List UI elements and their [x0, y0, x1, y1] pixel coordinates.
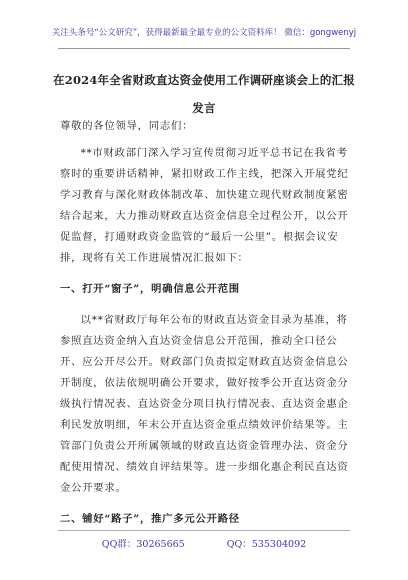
footer-divider — [58, 530, 350, 531]
section-1-heading: 一、打开“窗子”，明确信息公开范围 — [60, 283, 240, 295]
header-divider — [58, 48, 350, 49]
document-body — [60, 116, 350, 540]
section-1-paragraph: 以**省财政厅每年公布的财政直达资金目录为基准，将参照直达资金纳入直达资金信息公开范围，推动全口径公开、应公开尽公开。财政部门负责拟定财政直达资金信息公开制度，依法依规明确公开要求，做好按季公开直达资金分级执行情况表、直达资金分项目执行情况表、直达资金惠企利民发放明细，年末公开直达资金重点绩效评价结果等。主管部门负责公开所属领域的财政直达资金管理办法、资金分配使用情况、绩效自评结果等。进一步细化惠企利民直达资金公开要求。 — [60, 314, 349, 494]
document-title — [44, 66, 364, 122]
footer-qq-group: QQ群：30265665 — [101, 539, 185, 550]
page-header-notice: 关注头条号“公文研究”，获得最新最全最专业的公文资料库！ 微信：gongwenyj — [51, 28, 357, 38]
intro-paragraph: **市财政部门深入学习宣传贯彻习近平总书记在我省考察时的重要讲话精神，紧扣财政工作主线，把深入开展党纪学习教育与深化财政体制改革、加快建立现代财政制度紧密结合起来，大力推动财政直达资金信息全过程公开，以公开促监督，打通财政资金监管的“最后一公里”。根据会议安排，现将有关工作进展情况汇报如下： — [60, 147, 349, 264]
section-2-heading: 二、铺好“路子”，推广多元公开路径 — [60, 513, 240, 525]
salutation: 尊敬的各位领导，同志们： — [60, 120, 194, 132]
document-title-line-1: 在2024年全省财政直达资金使用工作调研座谈会上的汇报 — [53, 73, 355, 87]
page-footer — [0, 536, 408, 550]
footer-qq-contact: QQ：535304092 — [226, 539, 307, 550]
document-title-line-2: 发言 — [192, 101, 216, 115]
